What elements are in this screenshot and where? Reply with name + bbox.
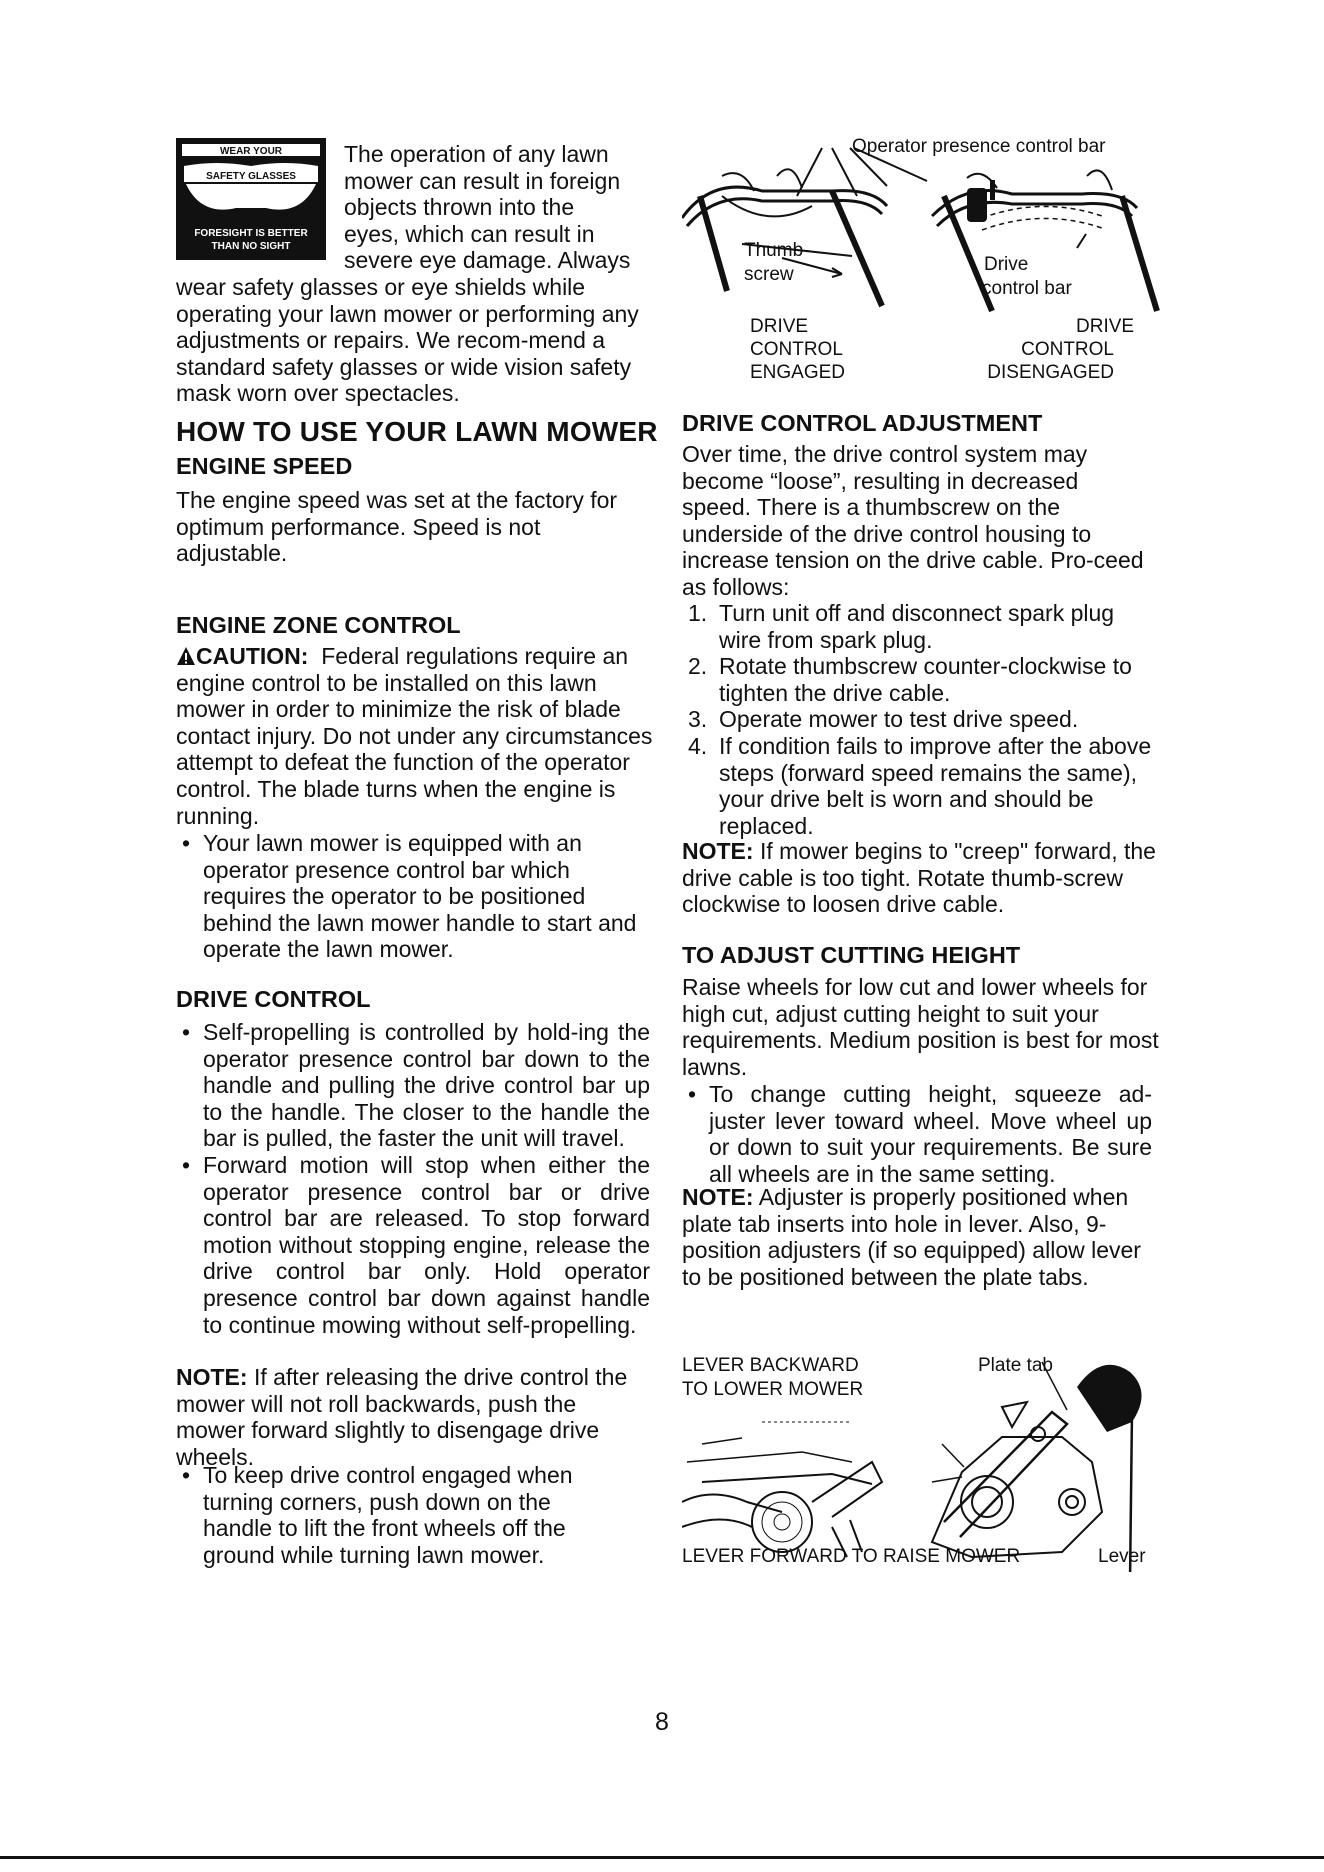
- cutting-height-text: Raise wheels for low cut and lower wheels for high cut, adjust cutting height to suit your requirements. Medium position is best for most lawns.: [682, 974, 1159, 1080]
- list-item: • To change cutting height, squeeze ad-juster lever toward wheel. Move wheel up or down to suit your requirements. Be sure all wheels are in the same setting.: [682, 1081, 1152, 1187]
- lever-backward-label-1: LEVER BACKWARD: [682, 1355, 859, 1376]
- cutting-height-heading: TO ADJUST CUTTING HEIGHT: [682, 942, 1021, 968]
- list-item: 1. Turn unit off and disconnect spark plug wire from spark plug.: [688, 600, 1115, 653]
- operator-bar-label: Operator presence control bar: [852, 136, 1106, 157]
- safety-glasses-icon: [176, 138, 326, 260]
- drive-bar-label-1: Drive: [984, 254, 1029, 275]
- thumb-screw-label-1: Thumb-: [744, 240, 810, 261]
- drive-adjustment-text: Over time, the drive control system may become “loose”, resulting in decreased speed. There is a thumbscrew on the underside of the drive control housing to increase tension on the drive cable. Pro-ceed as follows:: [682, 441, 1144, 600]
- lever-label: Lever: [1098, 1546, 1146, 1567]
- engine-zone-heading: ENGINE ZONE CONTROL: [176, 612, 461, 638]
- disengaged-label-2: CONTROL: [1021, 339, 1114, 360]
- drive-adjustment-note: [682, 838, 1162, 918]
- intro-wrapped: [344, 141, 664, 274]
- intro-line: mower can result in foreign: [344, 167, 621, 194]
- list-item: • Self-propelling is controlled by hold-ing the operator presence control bar down to the handle and pulling the drive control bar up to the handle. The closer to the handle the bar is pulled, the faster the unit will travel.: [176, 1019, 650, 1152]
- cutting-height-note: [682, 1184, 1156, 1290]
- engine-speed-heading: ENGINE SPEED: [176, 453, 353, 479]
- engine-speed-text: The engine speed was set at the factory for optimum performance. Speed is not adjustable.: [176, 487, 618, 567]
- scan-edge-divider: [0, 1856, 1324, 1859]
- drive-adjustment-steps: [682, 600, 1152, 839]
- lever-backward-label-2: TO LOWER MOWER: [682, 1379, 864, 1400]
- caution-paragraph: [176, 643, 660, 829]
- engaged-label-1: DRIVE: [750, 316, 809, 337]
- lever-forward-label: LEVER FORWARD TO RAISE MOWER: [682, 1546, 1021, 1567]
- caution-text: Federal regulations require an engine control to be installed on this lawn mower in order to minimize the risk of blade contact injury. Do not under any circumstances attempt to defeat the function of the operator control. The blade turns when the engine is running.: [176, 643, 653, 829]
- list-item: • Forward motion will stop when either the operator presence control bar or drive control bar are released. To stop forward motion without stopping engine, release the drive control bar only. Hold operator presence control bar down against handle to continue mowing without self-propelling.: [176, 1152, 650, 1338]
- note-label: NOTE:: [682, 1184, 754, 1210]
- note-text: If mower begins to "creep" forward, the drive cable is too tight. Rotate thumb-screw clockwise to loosen drive cable.: [682, 838, 1156, 918]
- how-to-title: HOW TO USE YOUR LAWN MOWER: [176, 416, 658, 447]
- thumb-screw-label-2: screw: [744, 264, 794, 285]
- list-item: 4. If condition fails to improve after the above steps (forward speed remains the same), your drive belt is worn and should be replaced.: [688, 732, 1152, 839]
- intro-rest: wear safety glasses or eye shields while operating your lawn mower or performing any adjustments or repairs. We recom-mend a standard safety glasses or wide vision safety mask worn over spectacles.: [176, 274, 639, 407]
- disengaged-label-1: DRIVE: [1076, 316, 1135, 337]
- badge-line-2: SAFETY GLASSES: [206, 171, 296, 182]
- engine-zone-bullets: [176, 830, 646, 963]
- cutting-height-bullets: [682, 1081, 1152, 1187]
- intro-line: severe eye damage. Always: [344, 247, 631, 274]
- note-label: NOTE:: [176, 1364, 248, 1390]
- intro-line: objects thrown into the: [344, 194, 575, 221]
- engaged-label-3: ENGAGED: [750, 362, 846, 383]
- badge-line-3: FORESIGHT IS BETTER: [194, 228, 308, 239]
- drive-control-figure: [682, 136, 1162, 386]
- intro-line: eyes, which can result in: [344, 220, 595, 247]
- list-item: • To keep drive control engaged when turning corners, push down on the handle to lift the front wheels off the ground while turning lawn mower.: [176, 1462, 616, 1568]
- note-text: Adjuster is properly positioned when plate tab inserts into hole in lever. Also, 9-position adjusters (if so equipped) allow lever to be positioned between the plate tabs.: [682, 1184, 1141, 1290]
- disengaged-label-3: DISENGAGED: [987, 362, 1114, 383]
- plate-tab-label: Plate tab: [978, 1355, 1053, 1376]
- drive-control-bullets: [176, 1019, 650, 1338]
- cutting-height-figure: [682, 1352, 1162, 1572]
- list-item: 2. Rotate thumbscrew counter-clockwise to tighten the drive cable.: [688, 653, 1132, 706]
- note-label: NOTE:: [682, 838, 754, 864]
- drive-adjustment-heading: DRIVE CONTROL ADJUSTMENT: [682, 410, 1043, 436]
- page-number: 8: [655, 1708, 669, 1736]
- drive-control-bullets-after: [176, 1462, 616, 1568]
- badge-line-1: WEAR YOUR: [219, 146, 283, 157]
- badge-line-4: THAN NO SIGHT: [211, 241, 291, 252]
- caution-label: CAUTION:: [196, 643, 309, 669]
- note-text: If after releasing the drive control the mower will not roll backwards, push the mower forward slightly to disengage drive wheels.: [176, 1364, 628, 1470]
- intro-line: The operation of any lawn: [344, 141, 609, 167]
- engaged-label-2: CONTROL: [750, 339, 843, 360]
- list-item: • Your lawn mower is equipped with an operator presence control bar which requires the operator to be positioned behind the lawn mower handle to start and operate the lawn mower.: [176, 830, 646, 963]
- drive-bar-label-2: control bar: [982, 278, 1072, 299]
- drive-control-heading: DRIVE CONTROL: [176, 986, 371, 1012]
- drive-control-note: [176, 1364, 650, 1470]
- caution-icon: [176, 646, 196, 666]
- list-item: 3. Operate mower to test drive speed.: [688, 706, 1079, 733]
